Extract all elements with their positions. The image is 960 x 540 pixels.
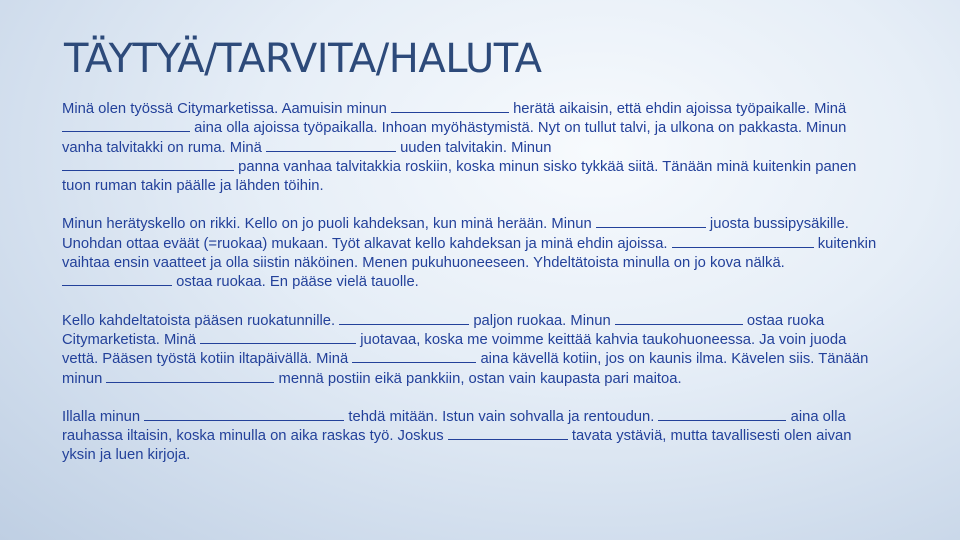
text-segment: ostaa ruokaa. En pääse vielä tauolle. — [172, 274, 419, 291]
text-segment: aina olla rauhassa iltaisin, koska minulla on aika raskas työ. Joskus — [62, 408, 846, 445]
fill-in-blank[interactable] — [339, 313, 469, 325]
fill-in-blank[interactable] — [144, 409, 344, 421]
text-segment: mennä postiin eikä pankkiin, ostan vain kaupasta pari maitoa. — [274, 370, 682, 387]
fill-in-blank[interactable] — [658, 409, 786, 421]
fill-in-blank[interactable] — [615, 313, 743, 325]
text-segment: paljon ruokaa. Minun — [469, 312, 615, 329]
slide-title: TÄYTYÄ/TARVITA/HALUTA — [64, 36, 542, 82]
paragraph-2 — [62, 215, 882, 292]
text-segment: Minun herätyskello on rikki. Kello on jo puoli kahdeksan, kun minä herään. Minun — [62, 216, 596, 233]
fill-in-blank[interactable] — [200, 332, 356, 344]
text-segment: panna vanhaa talvitakkia roskiin, koska minun sisko tykkää siitä. Tänään minä kuitenkin panen tuon ruman takin päälle ja lähden töihin. — [62, 158, 857, 195]
text-segment: herätä aikaisin, että ehdin ajoissa työpaikalle. Minä — [508, 101, 847, 117]
text-segment: tavata ystäviä, mutta tavallisesti olen aivan yksin ja luen kirjoja. — [62, 428, 852, 464]
fill-in-blank[interactable] — [62, 274, 172, 286]
fill-in-blank[interactable] — [448, 428, 568, 440]
text-segment: aina olla ajoissa työpaikalla. Inhoan myöhästymistä. Nyt on tullut talvi, ja ulkona on pakkasta. Minun vanha talvitakki on ruma. Minä — [62, 120, 847, 156]
text-segment: kuitenkin vaihtaa ensin vaatteet ja olla siistin näköinen. Menen pukuhuoneeseen. Yhdeltätoista minulla on jo kova nälkä. — [62, 235, 877, 272]
fill-in-blank[interactable] — [391, 101, 509, 113]
text-segment: Minä olen työssä Citymarketissa. Aamuisin minun — [62, 101, 391, 117]
fill-in-blank[interactable] — [62, 120, 190, 132]
text-segment: Illalla minun — [62, 408, 145, 425]
slide-body — [62, 100, 882, 485]
text-segment: juosta bussipysäkille. Unohdan ottaa eväät (=ruokaa) mukaan. Työt alkavat kello kahdeksan ja minä ehdin ajoissa. — [62, 216, 849, 252]
paragraph-3 — [62, 312, 882, 389]
fill-in-blank[interactable] — [62, 159, 234, 171]
text-segment: ostaa ruoka Citymarketista. Minä — [62, 312, 825, 348]
text-segment: aina kävellä kotiin, jos on kaunis ilma. Kävelen siis. Tänään minun — [62, 351, 869, 387]
fill-in-blank[interactable] — [106, 371, 274, 383]
fill-in-blank[interactable] — [596, 216, 706, 228]
paragraph-1 — [62, 100, 882, 196]
fill-in-blank[interactable] — [266, 140, 396, 152]
fill-in-blank[interactable] — [672, 236, 814, 248]
text-segment: tehdä mitään. Istun vain sohvalla ja rentoudun. — [344, 408, 659, 425]
text-segment: juotavaa, koska me voimme keittää kahvia taukohuoneessa. Ja voin juoda vettä. Pääsen työstä kotiin iltapäivällä. Minä — [62, 331, 847, 368]
fill-in-blank[interactable] — [352, 351, 476, 363]
paragraph-4 — [62, 408, 882, 466]
text-segment: Kello kahdeltatoista pääsen ruokatunnille. — [62, 312, 340, 329]
text-segment: uuden talvitakin. Minun — [395, 139, 552, 156]
